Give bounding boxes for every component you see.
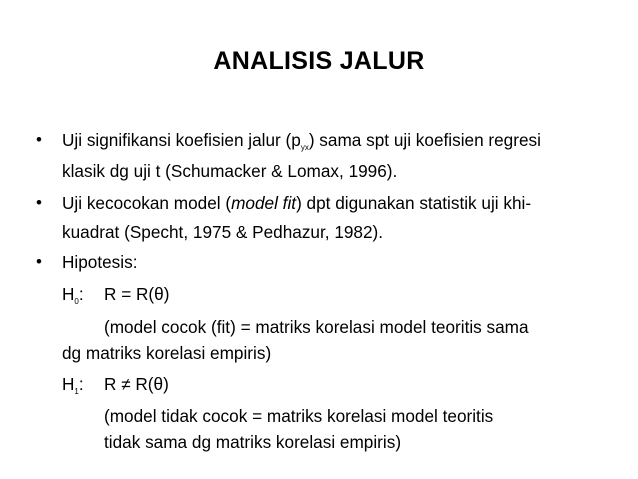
bullet-2-glyph: • <box>36 193 42 212</box>
h1-subscript: 1 <box>74 387 79 396</box>
h0-explain-line-2: dg matriks korelasi empiris) <box>62 343 272 363</box>
bullet-1-text-b: ) sama spt uji koefisien regresi <box>308 130 541 150</box>
h0-equation: R = R(θ) <box>104 284 170 304</box>
bullet-2-text-a: Uji kecocokan model ( <box>62 193 232 213</box>
h1-explain-line-2: tidak sama dg matriks korelasi empiris) <box>104 432 402 452</box>
h0-subscript: 0 <box>74 297 79 306</box>
h1-letter: H <box>62 374 75 394</box>
bullet-2-line-1 <box>62 193 531 213</box>
h0-letter: H <box>62 284 75 304</box>
h0-symbol <box>62 284 84 308</box>
bullet-3-glyph: • <box>36 252 42 271</box>
bullet-1-subscript: yx <box>300 143 309 152</box>
h1-equation: R ≠ R(θ) <box>104 374 169 394</box>
bullet-1-line-1 <box>62 130 541 154</box>
h1-colon: : <box>78 374 84 394</box>
h1-explain-line-1: (model tidak cocok = matriks korelasi model teoritis <box>104 406 494 426</box>
bullet-3-label: Hipotesis: <box>62 252 138 272</box>
bullet-1-line-2: klasik dg uji t (Schumacker & Lomax, 1996). <box>62 161 398 181</box>
bullet-2-text-b: ) dpt digunakan statistik uji khi- <box>296 193 532 213</box>
bullet-1-glyph: • <box>36 130 42 149</box>
bullet-2-italic: model fit <box>231 193 297 213</box>
slide-title: ANALISIS JALUR <box>213 47 425 75</box>
bullet-1-text-a: Uji signifikansi koefisien jalur (p <box>62 130 301 150</box>
bullet-2-line-2: kuadrat (Specht, 1975 & Pedhazur, 1982). <box>62 222 384 242</box>
h1-symbol <box>62 374 84 398</box>
h0-explain-line-1: (model cocok (fit) = matriks korelasi model teoritis sama <box>104 317 529 337</box>
h0-colon: : <box>78 284 84 304</box>
